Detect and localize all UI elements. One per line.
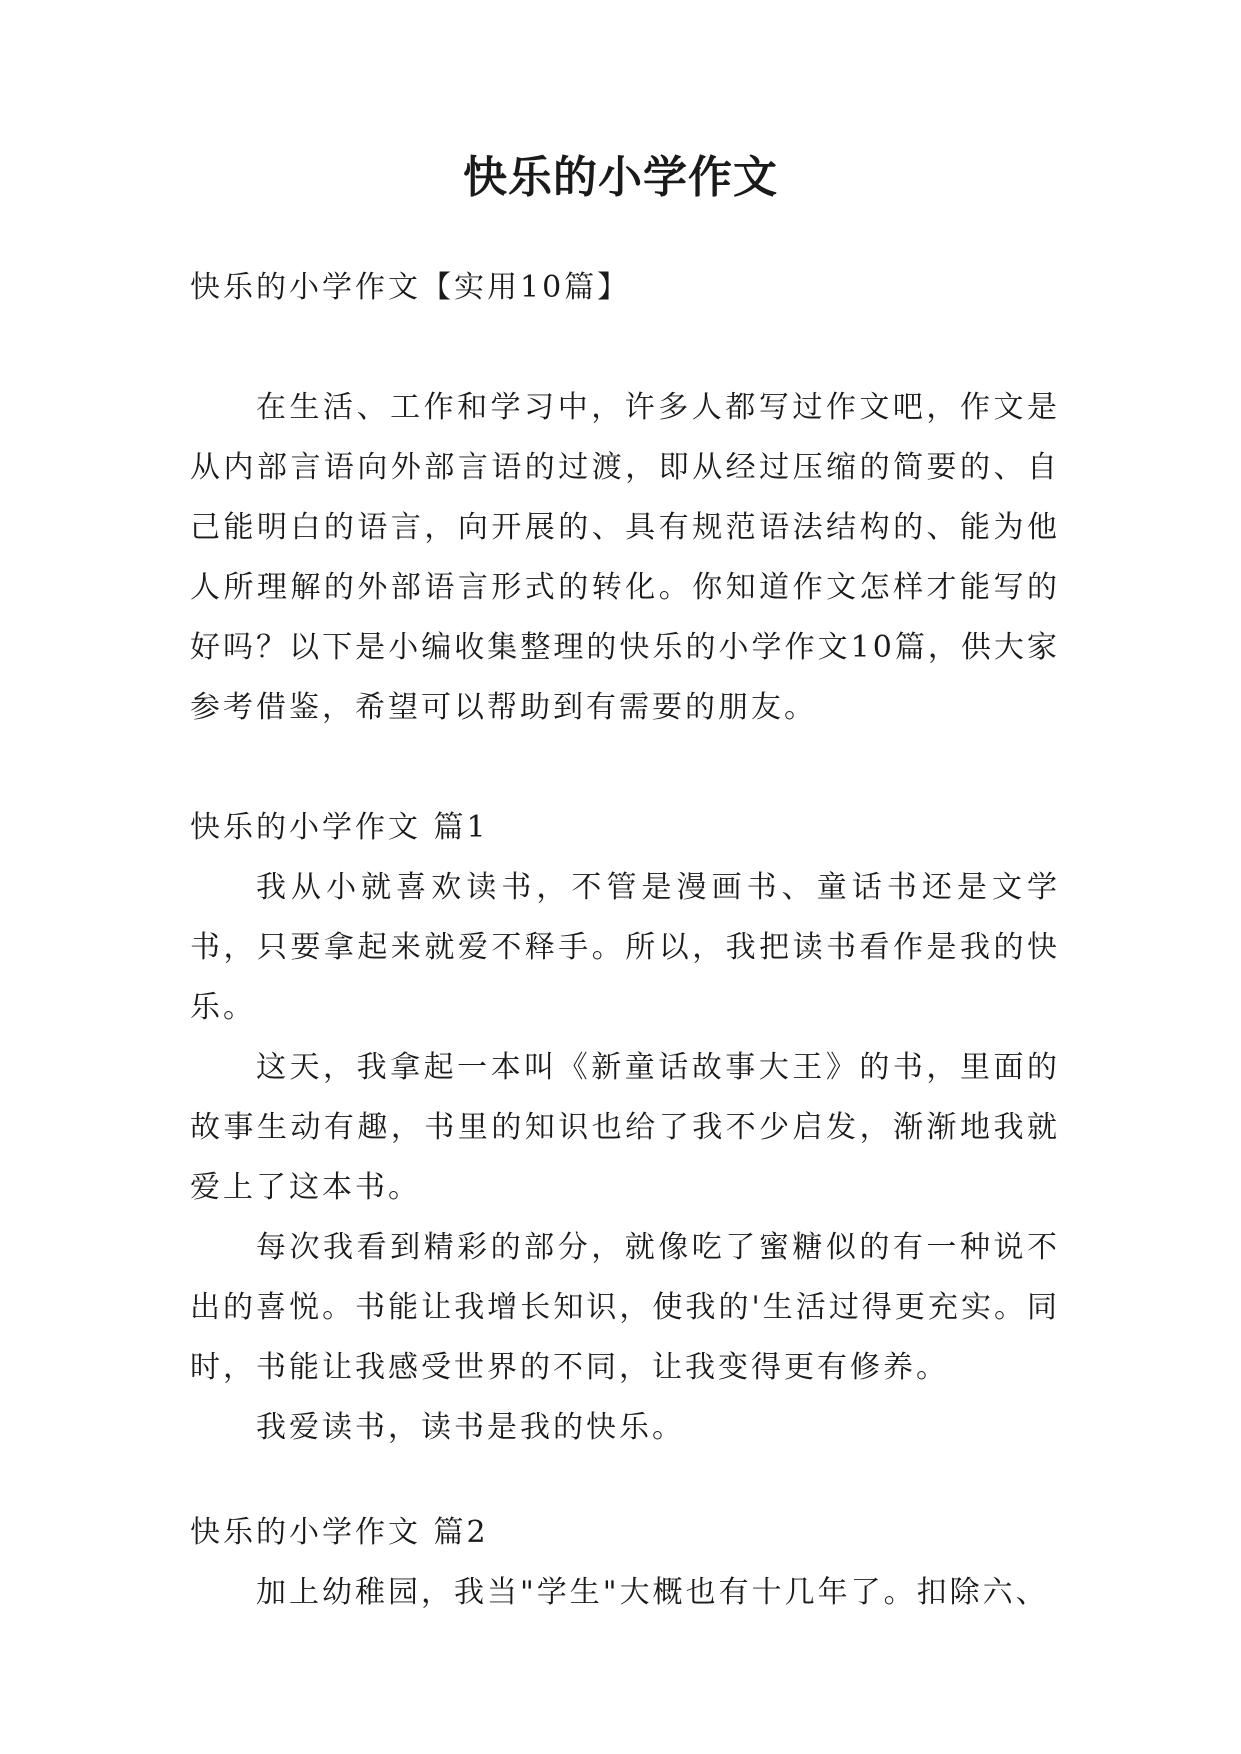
intro-paragraph: 在生活、工作和学习中，许多人都写过作文吧，作文是从内部言语向外部言语的过渡，即从经过压缩的简要的、自己能明白的语言，向开展的、具有规范语法结构的、能为他人所理解的外部语言形式的转化。你知道作文怎样才能写的好吗？以下是小编收集整理的快乐的小学作文10篇，供大家参考借鉴，希望可以帮助到有需要的朋友。 <box>190 390 1060 725</box>
section-paragraph: 每次我看到精彩的部分，就像吃了蜜糖似的有一种说不出的喜悦。书能让我增长知识，使我的'生活过得更充实。同时，书能让我感受世界的不同，让我变得更有修养。 <box>190 1230 1060 1385</box>
document-body <box>190 258 1060 1623</box>
spacer <box>190 738 1060 798</box>
spacer <box>190 318 1060 378</box>
section-heading: 快乐的小学作文 篇2 <box>190 1515 489 1550</box>
section-paragraph: 我爱读书，读书是我的快乐。 <box>256 1410 685 1445</box>
section-paragraph: 加上幼稚园，我当"学生"大概也有十几年了。扣除六、 <box>256 1575 1049 1610</box>
essay-section-2 <box>190 1503 1060 1623</box>
spacer <box>190 1458 1060 1503</box>
section-heading: 快乐的小学作文 篇1 <box>190 810 489 845</box>
essay-section-1 <box>190 798 1060 1458</box>
document-title: 快乐的小学作文 <box>463 152 778 203</box>
section-paragraph: 这天，我拿起一本叫《新童话故事大王》的书，里面的故事生动有趣，书里的知识也给了我不少启发，渐渐地我就爱上了这本书。 <box>190 1050 1060 1205</box>
section-paragraph: 我从小就喜欢读书，不管是漫画书、童话书还是文学书，只要拿起来就爱不释手。所以，我把读书看作是我的快乐。 <box>190 870 1060 1025</box>
document-subtitle: 快乐的小学作文【实用10篇】 <box>190 270 631 305</box>
